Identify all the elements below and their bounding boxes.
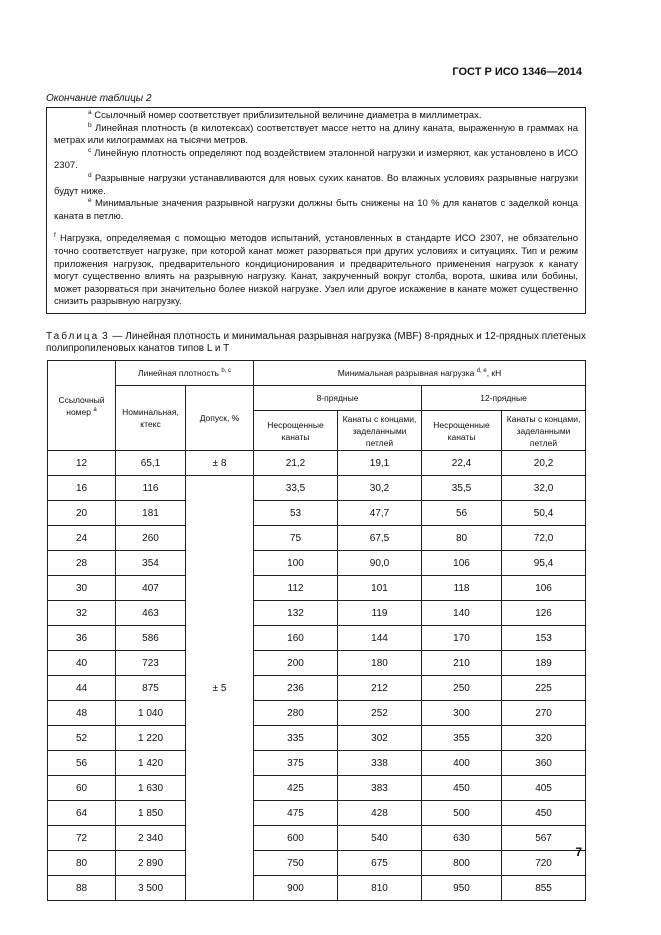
cell-mbf-8-spliced: 90,0 [338,551,422,576]
cell-mbf-8-unspliced: 100 [254,551,338,576]
cell-mbf-12-spliced: 450 [502,801,586,826]
cell-mbf-8-spliced: 675 [338,851,422,876]
cell-ref-number: 16 [48,476,116,501]
header-mbf: Минимальная разрывная нагрузка $^{d, e}$, кН [254,361,586,386]
cell-ref-number: 56 [48,751,116,776]
cell-tolerance: ± 8 [186,451,254,476]
cell-mbf-8-spliced: 180 [338,651,422,676]
footnote-a [54,110,578,123]
cell-ref-number: 44 [48,676,116,701]
cell-mbf-8-unspliced: 112 [254,576,338,601]
header-8-spliced: Канаты с концами, заделанными петлей [338,411,422,451]
cell-mbf-12-unspliced: 800 [422,851,502,876]
cell-mbf-12-unspliced: 210 [422,651,502,676]
cell-ref-number: 24 [48,526,116,551]
cell-mbf-12-unspliced: 400 [422,751,502,776]
cell-mbf-8-unspliced: 33,5 [254,476,338,501]
cell-mbf-12-spliced: 320 [502,726,586,751]
cell-mbf-8-spliced: 67,5 [338,526,422,551]
cell-mbf-8-spliced: 212 [338,676,422,701]
cell-mbf-12-unspliced: 355 [422,726,502,751]
table-row [48,476,586,501]
cell-mbf-8-unspliced: 750 [254,851,338,876]
table-row [48,876,586,901]
footnote-marker: e [88,197,92,205]
cell-nominal-density: 875 [116,676,186,701]
cell-nominal-density: 1 630 [116,776,186,801]
cell-nominal-density: 1 220 [116,726,186,751]
cell-mbf-12-spliced: 189 [502,651,586,676]
cell-mbf-8-unspliced: 475 [254,801,338,826]
cell-mbf-8-spliced: 383 [338,776,422,801]
cell-ref-number: 20 [48,501,116,526]
table-row [48,451,586,476]
cell-ref-number: 28 [48,551,116,576]
cell-mbf-8-unspliced: 160 [254,626,338,651]
footnote-text: Минимальные значения разрывной нагрузки должны быть снижены на 10 % для канатов с заделкой конца каната в петлю. [54,198,579,222]
cell-mbf-8-unspliced: 236 [254,676,338,701]
cell-ref-number: 36 [48,626,116,651]
cell-mbf-8-spliced: 101 [338,576,422,601]
cell-mbf-8-spliced: 540 [338,826,422,851]
cell-mbf-12-spliced: 720 [502,851,586,876]
header-8-strand: 8-прядные [254,386,422,411]
cell-mbf-8-spliced: 144 [338,626,422,651]
cell-mbf-12-spliced: 153 [502,626,586,651]
header-12-spliced: Канаты с концами, заделанными петлей [502,411,586,451]
cell-mbf-8-unspliced: 75 [254,526,338,551]
cell-ref-number: 72 [48,826,116,851]
table-2-footnotes [46,107,586,314]
cell-ref-number: 80 [48,851,116,876]
footnote-text: Нагрузка, определяемая с помощью методов испытаний, установленных в стандарте ИСО 2307, не обязательно точно соответствует нагрузке, при которой канат может разорваться при других условиях и ситуациях. Тип и режим приложения нагрузок, предварительного кондиционирования и предварительного применения нагрузок к канату могут существенно влиять на разрывную нагрузку. Канат, закрученный вокруг столба, ворота, шкива или бобины, может разорваться при значительно более низкой нагрузке. Узел или другое искажение в канате может существенно снизить разрывную нагрузку. [54,233,579,308]
cell-nominal-density: 354 [116,551,186,576]
cell-nominal-density: 181 [116,501,186,526]
cell-mbf-12-unspliced: 170 [422,626,502,651]
cell-mbf-8-spliced: 30,2 [338,476,422,501]
cell-nominal-density: 3 500 [116,876,186,901]
cell-mbf-12-spliced: 567 [502,826,586,851]
cell-mbf-12-spliced: 360 [502,751,586,776]
cell-ref-number: 12 [48,451,116,476]
cell-mbf-12-unspliced: 140 [422,601,502,626]
cell-mbf-12-spliced: 20,2 [502,451,586,476]
cell-mbf-8-unspliced: 132 [254,601,338,626]
table-row [48,776,586,801]
cell-nominal-density: 1 040 [116,701,186,726]
footnote-c [54,148,578,173]
table-3 [47,360,586,901]
header-mbf-marks: d, e [476,368,487,374]
cell-mbf-8-spliced: 302 [338,726,422,751]
table-row [48,551,586,576]
page-number: 7 [575,845,582,859]
header-12-unspliced: Несрощенные канаты [422,411,502,451]
cell-mbf-8-unspliced: 425 [254,776,338,801]
cell-mbf-8-spliced: 47,7 [338,501,422,526]
cell-mbf-8-unspliced: 900 [254,876,338,901]
table-row [48,651,586,676]
cell-mbf-12-unspliced: 35,5 [422,476,502,501]
footnote-e [54,198,578,223]
cell-ref-number: 52 [48,726,116,751]
header-ref-number: Ссылочный номер $^a$ [48,361,116,451]
cell-mbf-12-unspliced: 80 [422,526,502,551]
cell-mbf-12-spliced: 225 [502,676,586,701]
cell-tolerance: ± 5 [186,476,254,901]
cell-mbf-12-unspliced: 250 [422,676,502,701]
cell-nominal-density: 1 850 [116,801,186,826]
cell-nominal-density: 586 [116,626,186,651]
footnote-d [54,173,578,198]
footnote-marker: f [54,232,56,240]
cell-mbf-8-spliced: 810 [338,876,422,901]
cell-mbf-12-unspliced: 106 [422,551,502,576]
cell-mbf-8-spliced: 19,1 [338,451,422,476]
cell-mbf-12-spliced: 32,0 [502,476,586,501]
cell-mbf-12-unspliced: 450 [422,776,502,801]
header-8-unspliced: Несрощенные канаты [254,411,338,451]
cell-mbf-8-spliced: 338 [338,751,422,776]
header-ref-mark: a [93,406,97,413]
table-row [48,501,586,526]
header-nominal: Номинальная, ктекс [116,386,186,451]
cell-mbf-12-spliced: 106 [502,576,586,601]
table-row [48,751,586,776]
cell-mbf-8-unspliced: 280 [254,701,338,726]
table-row [48,801,586,826]
footnote-text: Ссылочный номер соответствует приблизительной величине диаметра в миллиметрах. [94,110,482,121]
cell-nominal-density: 1 420 [116,751,186,776]
table-row [48,526,586,551]
table-row [48,626,586,651]
footnote-marker: b [88,121,92,129]
cell-nominal-density: 65,1 [116,451,186,476]
table-row [48,726,586,751]
caption-number: 3 [102,331,110,342]
table-row [48,701,586,726]
table-row [48,601,586,626]
table-row [48,676,586,701]
cell-nominal-density: 260 [116,526,186,551]
cell-mbf-12-spliced: 126 [502,601,586,626]
footnote-text: Линейную плотность определяют под воздействием эталонной нагрузки и измеряют, как установлено в ИСО 2307. [54,147,578,172]
footnote-text: Разрывные нагрузки устанавливаются для новых сухих канатов. Во влажных условиях разрывные нагрузки будут ниже. [54,172,578,197]
caption-text: — Линейная плотность и минимальная разрывная нагрузка (MBF) 8-прядных и 12-прядных плетеных полипропиленовых канатов типов L и T [46,331,586,354]
cell-nominal-density: 723 [116,651,186,676]
table-row [48,576,586,601]
cell-nominal-density: 2 890 [116,851,186,876]
cell-ref-number: 64 [48,801,116,826]
cell-ref-number: 48 [48,701,116,726]
table-continuation-label: Окончание таблицы 2 [46,93,152,104]
header-tolerance: Допуск, % [186,386,254,451]
footnote-f [54,233,578,309]
footnote-b [54,123,578,148]
cell-ref-number: 88 [48,876,116,901]
cell-mbf-12-spliced: 50,4 [502,501,586,526]
cell-mbf-8-spliced: 119 [338,601,422,626]
cell-mbf-12-unspliced: 56 [422,501,502,526]
cell-mbf-8-unspliced: 375 [254,751,338,776]
table-row [48,851,586,876]
cell-mbf-12-spliced: 95,4 [502,551,586,576]
cell-mbf-12-spliced: 72,0 [502,526,586,551]
cell-ref-number: 30 [48,576,116,601]
cell-mbf-12-unspliced: 630 [422,826,502,851]
cell-mbf-8-spliced: 428 [338,801,422,826]
cell-mbf-8-unspliced: 53 [254,501,338,526]
header-linear-density: Линейная плотность $^{b, c}$ [116,361,254,386]
footnote-text: Линейная плотность (в килотексах) соответствует массе нетто на длину каната, выраженную в граммах на метрах или килограммах на тысячи метров. [54,122,578,147]
cell-mbf-8-unspliced: 21,2 [254,451,338,476]
cell-ref-number: 40 [48,651,116,676]
cell-mbf-12-spliced: 855 [502,876,586,901]
cell-ref-number: 60 [48,776,116,801]
table-3-caption [46,331,586,355]
cell-mbf-12-unspliced: 500 [422,801,502,826]
cell-nominal-density: 463 [116,601,186,626]
header-linear-marks: b, c [221,368,232,374]
cell-ref-number: 32 [48,601,116,626]
cell-mbf-8-unspliced: 200 [254,651,338,676]
cell-mbf-8-spliced: 252 [338,701,422,726]
footnote-marker: a [88,109,92,116]
header-mbf-unit: , кН [486,368,502,378]
cell-mbf-8-unspliced: 335 [254,726,338,751]
footnote-marker: d [88,171,92,179]
cell-mbf-12-spliced: 270 [502,701,586,726]
cell-mbf-12-unspliced: 22,4 [422,451,502,476]
cell-mbf-12-spliced: 405 [502,776,586,801]
cell-mbf-12-unspliced: 300 [422,701,502,726]
cell-nominal-density: 2 340 [116,826,186,851]
cell-mbf-12-unspliced: 118 [422,576,502,601]
standard-designation: ГОСТ Р ИСО 1346—2014 [452,66,582,78]
cell-mbf-12-unspliced: 950 [422,876,502,901]
caption-label: Таблица [46,331,100,342]
cell-mbf-8-unspliced: 600 [254,826,338,851]
cell-nominal-density: 407 [116,576,186,601]
cell-nominal-density: 116 [116,476,186,501]
footnote-marker: c [88,146,92,154]
table-row [48,826,586,851]
header-12-strand: 12-прядные [422,386,586,411]
